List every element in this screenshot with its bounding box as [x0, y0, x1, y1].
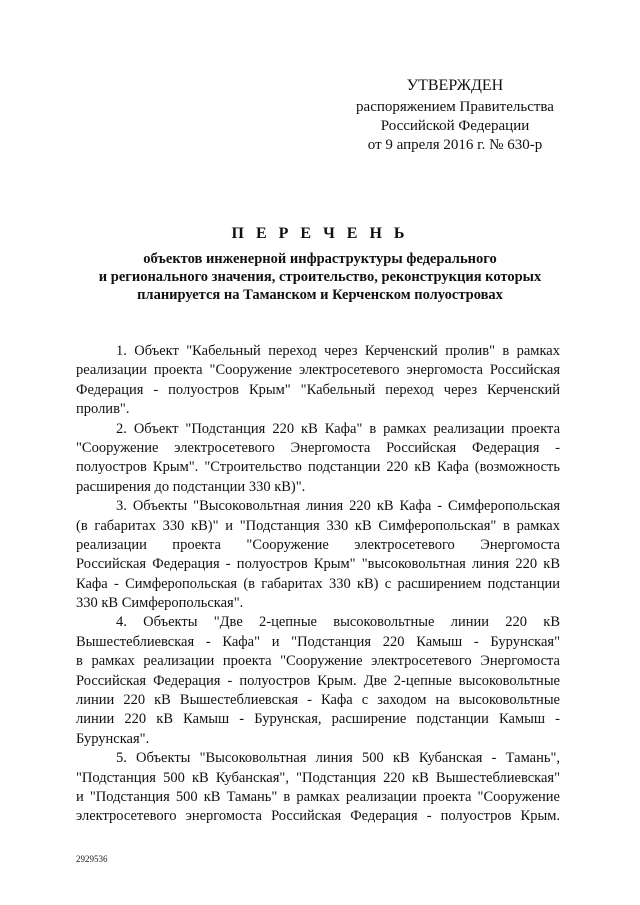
body-line: в рамках реализации проекта "Сооружение электросетевого Энергомоста: [76, 653, 560, 670]
body-line: Бурунская".: [76, 730, 150, 747]
body-line: электросетевого энергомоста Российская Федерация - полуостров Крым.: [76, 808, 560, 825]
body-line: "Сооружение электросетевого Энергомоста Российская Федерация -: [76, 439, 560, 456]
approval-line-2: Российской Федерации: [380, 118, 530, 134]
body-line: линии 220 кВ Вышестеблиевская - Кафа с заходом на высоковольтные: [76, 692, 560, 709]
document-code: 2929536: [76, 854, 108, 864]
body-line: 4. Объекты "Две 2-цепные высоковольтные линии 220 кВ: [116, 614, 560, 631]
body-line: 330 кВ Симферопольская".: [76, 595, 244, 612]
approval-block: [330, 76, 580, 155]
body-line: полуостров Крым". "Строительство подстанции 220 кВ Кафа (возможность: [76, 459, 560, 476]
document-subtitle: [70, 250, 570, 304]
body-line: линии 220 кВ Камыш - Бурунская, расширение подстанции Камыш -: [76, 711, 560, 728]
document-title: П Е Р Е Ч Е Н Ь: [231, 225, 409, 242]
body-line: Российская Федерация - полуостров Крым. Две 2-цепные высоковольтные: [76, 672, 560, 689]
approval-line-3: от 9 апреля 2016 г. № 630-р: [367, 137, 543, 153]
subtitle-line: объектов инженерной инфраструктуры федерального: [143, 251, 497, 267]
body-line: 2. Объект "Подстанция 220 кВ Кафа" в рамках реализации проекта: [116, 420, 560, 437]
subtitle-line: и регионального значения, строительство, реконструкция которых: [98, 269, 542, 285]
approval-title: УТВЕРЖДЕН: [406, 77, 504, 94]
body-line: 1. Объект "Кабельный переход через Керченский пролив" в рамках: [116, 343, 560, 359]
body-line: и "Подстанция 500 кВ Тамань" в рамках реализации проекта "Сооружение: [76, 788, 560, 805]
body-line: реализации проекта "Сооружение электросетевого энергомоста Российская: [76, 362, 560, 379]
approval-line-1: распоряжением Правительства: [356, 99, 554, 115]
body-line: расширения до подстанции 330 кВ)".: [76, 478, 306, 495]
body-line: Кафа - Симферопольская (в габаритах 330 кВ) с расширением подстанции: [76, 575, 560, 592]
document-body: [76, 342, 560, 827]
body-line: Вышестеблиевская - Кафа" и "Подстанция 220 Камыш - Бурунская": [76, 633, 560, 650]
body-line: пролив".: [76, 401, 130, 418]
body-line: 5. Объекты "Высоковольтная линия 500 кВ Кубанская - Тамань",: [116, 750, 560, 767]
body-line: Федерация - полуостров Крым" "Кабельный переход через Керченский: [76, 381, 560, 398]
body-line: Российская Федерация - полуостров Крым" "высоковольтная линия 220 кВ: [76, 556, 560, 573]
subtitle-line: планируется на Таманском и Керченском полуостровах: [137, 287, 503, 303]
body-line: "Подстанция 500 кВ Кубанская", "Подстанция 220 кВ Вышестеблиевская": [76, 769, 560, 786]
body-line: (в габаритах 330 кВ)" и "Подстанция 330 кВ Симферопольская" в рамках: [76, 517, 560, 534]
body-line: реализации проекта "Сооружение электросетевого Энергомоста: [76, 536, 560, 553]
body-line: 3. Объекты "Высоковольтная линия 220 кВ Кафа - Симферопольская: [116, 498, 560, 515]
